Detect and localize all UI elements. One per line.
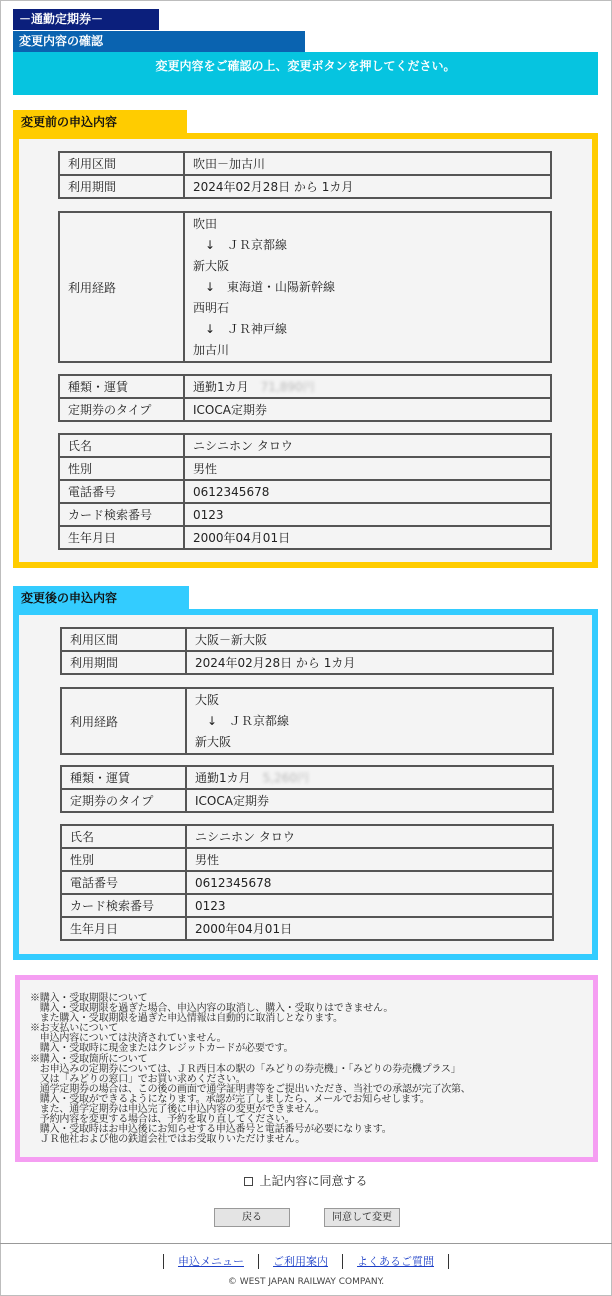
table-row: [59, 175, 551, 198]
birth-label: 生年月日: [61, 917, 186, 940]
route-line-name: ↓ ＪＲ神戸線: [205, 321, 288, 336]
fare-value: 71,890円: [260, 380, 315, 394]
note-line: ＪＲ他社および他の鉄道会社ではお受取りいただけません。: [30, 1134, 305, 1146]
route-station: 新大阪: [195, 734, 232, 749]
type-label: 種類・運賃: [61, 766, 186, 789]
agree-checkbox[interactable]: [244, 1177, 253, 1186]
route-label: 利用経路: [61, 688, 186, 754]
table-row: [61, 789, 553, 812]
note-line: お申込みの定期券については、ＪＲ西日本の駅の「みどりの券売機」・「みどりの券売機プラス」: [30, 1063, 461, 1075]
type-value: [184, 375, 551, 398]
table-row: [61, 825, 553, 848]
period-label: 利用期間: [61, 651, 186, 674]
period-value: 2024年02月28日 から 1カ月: [186, 651, 553, 674]
notes-box: [15, 975, 598, 1162]
before-ticket-table: [58, 374, 552, 422]
footer-link-faq[interactable]: よくあるご質問: [357, 1255, 434, 1268]
note-line: 購入・受取時はお申込後にお知らせする申込番号と電話番号が必要になります。: [30, 1124, 392, 1136]
fare-value: 5,260円: [262, 771, 309, 785]
table-row: [61, 651, 553, 674]
before-section-table: [58, 151, 552, 199]
back-button[interactable]: 戻る: [214, 1208, 290, 1227]
route-station: 吹田: [193, 216, 218, 231]
table-row: [61, 894, 553, 917]
table-row: [59, 398, 551, 421]
card-value: 0123: [184, 503, 551, 526]
note-line: ※お支払いについて: [30, 1023, 118, 1035]
after-heading: 変更後の申込内容: [13, 586, 189, 610]
table-row: [61, 848, 553, 871]
card-label: カード検索番号: [59, 503, 184, 526]
after-route-table: [60, 687, 554, 755]
table-row: [59, 526, 551, 549]
route-line-name: ↓ 東海道・山陽新幹線: [205, 279, 336, 294]
note-line: 申込内容については決済されていません。: [30, 1033, 227, 1045]
card-value: 0123: [186, 894, 553, 917]
ticket-type-label: 定期券のタイプ: [61, 789, 186, 812]
ticket-type-value: ICOCA定期券: [186, 789, 553, 812]
card-label: カード検索番号: [61, 894, 186, 917]
birth-value: 2000年04月01日: [184, 526, 551, 549]
before-heading: 変更前の申込内容: [13, 110, 187, 134]
table-row: [61, 628, 553, 651]
table-row: [59, 152, 551, 175]
name-label: 氏名: [61, 825, 186, 848]
table-row: [61, 917, 553, 940]
footer-link-menu[interactable]: 申込メニュー: [178, 1255, 244, 1268]
gender-value: 男性: [184, 457, 551, 480]
section-value: 大阪－新大阪: [186, 628, 553, 651]
period-label: 利用期間: [59, 175, 184, 198]
phone-label: 電話番号: [61, 871, 186, 894]
note-line: 購入・受取期限を過ぎた場合、申込内容の取消し、購入・受取りはできません。: [30, 1003, 394, 1015]
footer-nav: [0, 1253, 612, 1269]
birth-value: 2000年04月01日: [186, 917, 553, 940]
phone-value: 0612345678: [186, 871, 553, 894]
gender-label: 性別: [59, 457, 184, 480]
phone-label: 電話番号: [59, 480, 184, 503]
footer-divider: [0, 1243, 612, 1244]
table-row: [59, 212, 551, 362]
period-value: 2024年02月28日 から 1カ月: [184, 175, 551, 198]
ticket-type-value: ICOCA定期券: [184, 398, 551, 421]
name-value: ニシニホン タロウ: [186, 825, 553, 848]
route-line-name: ↓ ＪＲ京都線: [207, 713, 290, 728]
section-label: 利用区間: [61, 628, 186, 651]
divider: [163, 1254, 164, 1269]
section-label: 利用区間: [59, 152, 184, 175]
phone-value: 0612345678: [184, 480, 551, 503]
after-personal-table: [60, 824, 554, 941]
table-row: [61, 688, 553, 754]
page-title: －通勤定期券－: [13, 9, 159, 30]
table-row: [61, 766, 553, 789]
agree-label[interactable]: 上記内容に同意する: [259, 1174, 368, 1188]
note-line: ※購入・受取箇所について: [30, 1053, 148, 1065]
type-text: 通勤1カ月: [195, 771, 251, 785]
table-row: [59, 375, 551, 398]
table-row: [59, 503, 551, 526]
before-personal-table: [58, 433, 552, 550]
birth-label: 生年月日: [59, 526, 184, 549]
route-station: 大阪: [195, 692, 220, 707]
note-line: 又は「みどりの窓口」でお買い求めください。: [30, 1073, 246, 1085]
note-line: 購入・受取時に現金またはクレジットカードが必要です。: [30, 1043, 294, 1055]
copyright: © WEST JAPAN RAILWAY COMPANY.: [227, 1277, 385, 1287]
note-line: 通学定期券の場合は、この後の画面で通学証明書等をご提出いただき、当社での承認が完了次第、: [30, 1083, 471, 1095]
agree-row: [0, 1172, 612, 1189]
name-label: 氏名: [59, 434, 184, 457]
gender-label: 性別: [61, 848, 186, 871]
note-line: ※購入・受取期限について: [30, 993, 148, 1004]
divider: [342, 1254, 343, 1269]
note-line: 予約内容を変更する場合は、予約を取り直してください。: [30, 1114, 295, 1126]
instruction-banner: 変更内容をご確認の上、変更ボタンを押してください。: [13, 52, 598, 95]
note-line: また購入・受取期限を過ぎた申込情報は自動的に取消しとなります。: [30, 1013, 343, 1025]
route-line-name: ↓ ＪＲ京都線: [205, 237, 288, 252]
change-button[interactable]: 同意して変更: [324, 1208, 400, 1227]
table-row: [61, 871, 553, 894]
after-ticket-table: [60, 765, 554, 813]
route-station: 西明石: [193, 300, 230, 315]
type-text: 通勤1カ月: [193, 380, 249, 394]
before-route-table: [58, 211, 552, 363]
page-subtitle: 変更内容の確認: [13, 31, 305, 52]
route-station: 加古川: [193, 342, 230, 357]
type-label: 種類・運賃: [59, 375, 184, 398]
section-value: 吹田－加古川: [184, 152, 551, 175]
table-row: [59, 457, 551, 480]
divider: [448, 1254, 449, 1269]
divider: [258, 1254, 259, 1269]
ticket-type-label: 定期券のタイプ: [59, 398, 184, 421]
route-value: [184, 212, 551, 362]
route-value: [186, 688, 553, 754]
type-value: [186, 766, 553, 789]
note-line: 購入・受取ができるようになります。承認が完了しましたら、メールでお知らせします。: [30, 1093, 430, 1105]
route-station: 新大阪: [193, 258, 230, 273]
footer-link-guide[interactable]: ご利用案内: [273, 1255, 328, 1268]
route-label: 利用経路: [59, 212, 184, 362]
table-row: [59, 434, 551, 457]
note-line: また、通学定期券は申込完了後に申込内容の変更ができません。: [30, 1104, 325, 1116]
gender-value: 男性: [186, 848, 553, 871]
name-value: ニシニホン タロウ: [184, 434, 551, 457]
after-section-table: [60, 627, 554, 675]
table-row: [59, 480, 551, 503]
